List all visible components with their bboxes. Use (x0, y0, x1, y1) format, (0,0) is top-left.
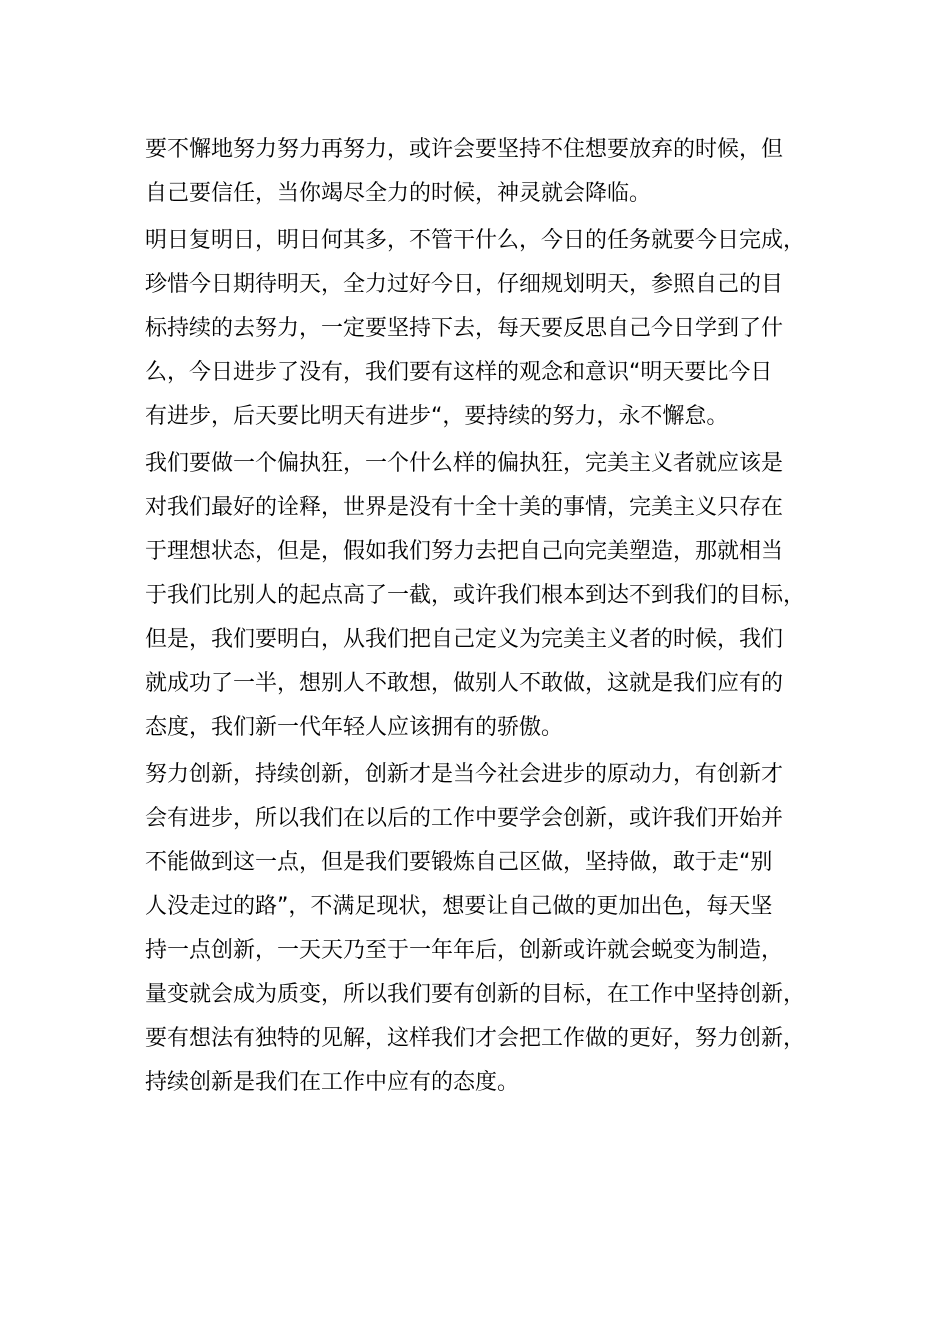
text-line: 就成功了一半，想别人不敢想，做别人不敢做，这就是我们应有的 (145, 671, 784, 696)
text-line: 自己要信任，当你竭尽全力的时候，神灵就会降临。 (145, 181, 652, 206)
text-line: 于我们比别人的起点高了一截，或许我们根本到达不到我们的目标， (145, 583, 806, 608)
text-line: 不能做到这一点，但是我们要锻炼自己区做，坚持做，敢于走“别 (145, 850, 773, 875)
text-line: 对我们最好的诠释，世界是没有十全十美的事情，完美主义只存在 (145, 495, 784, 520)
text-line: 人没走过的路”，不满足现状，想要让自己做的更加出色，每天坚 (145, 894, 773, 919)
text-line: 么，今日进步了没有，我们要有这样的观念和意识“明天要比今日 (145, 360, 773, 385)
text-line: 但是，我们要明白，从我们把自己定义为完美主义者的时候，我们 (145, 627, 784, 652)
text-line: 努力创新，持续创新，创新才是当今社会进步的原动力，有创新才 (145, 762, 784, 787)
text-line: 量变就会成为质变，所以我们要有创新的目标，在工作中坚持创新， (145, 982, 806, 1007)
text-line: 要有想法有独特的见解，这样我们才会把工作做的更好，努力创新， (145, 1026, 806, 1051)
text-line: 要不懈地努力努力再努力，或许会要坚持不住想要放弃的时候，但 (145, 137, 784, 162)
text-line: 持一点创新，一天天乃至于一年年后，创新或许就会蜕变为制造， (145, 938, 784, 963)
text-line: 于理想状态，但是，假如我们努力去把自己向完美塑造，那就相当 (145, 539, 784, 564)
paragraph-1 (145, 128, 809, 216)
text-line: 珍惜今日期待明天，全力过好今日，仔细规划明天，参照自己的目 (145, 272, 784, 297)
text-line: 态度，我们新一代年轻人应该拥有的骄傲。 (145, 715, 564, 740)
text-line: 我们要做一个偏执狂，一个什么样的偏执狂，完美主义者就应该是 (145, 451, 784, 476)
document-body (145, 128, 809, 1105)
text-line: 会有进步，所以我们在以后的工作中要学会创新，或许我们开始并 (145, 806, 784, 831)
text-line: 明日复明日，明日何其多，不管干什么，今日的任务就要今日完成， (145, 228, 806, 253)
paragraph-2 (145, 219, 809, 439)
paragraph-3 (145, 442, 809, 750)
text-line: 有进步，后天要比明天有进步“，要持续的努力，永不懈怠。 (145, 404, 729, 429)
text-line: 持续创新是我们在工作中应有的态度。 (145, 1070, 520, 1095)
text-line: 标持续的去努力，一定要坚持下去，每天要反思自己今日学到了什 (145, 316, 784, 341)
paragraph-4 (145, 753, 809, 1105)
